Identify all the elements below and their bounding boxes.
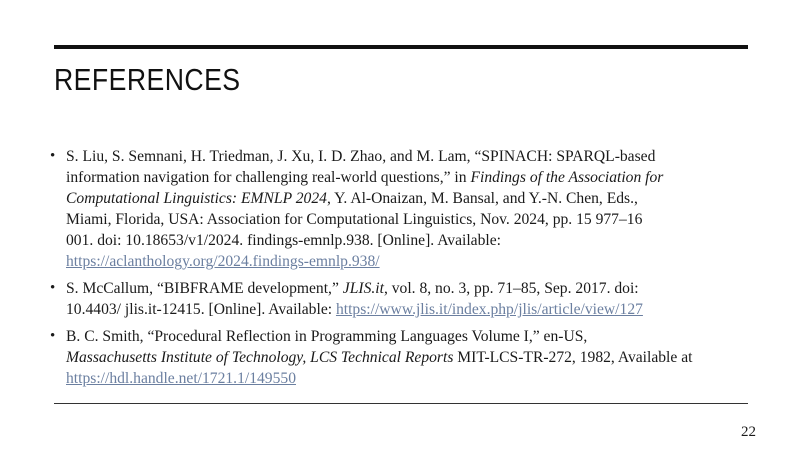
reference-list	[50, 146, 750, 395]
italic-source: Computational Linguistics: EMNLP 2024	[66, 190, 327, 207]
reference-line	[66, 167, 750, 188]
reference-line	[66, 230, 750, 251]
italic-source: Findings of the Association for	[470, 169, 664, 186]
page-number: 22	[741, 424, 756, 440]
reference-text	[66, 146, 750, 272]
reference-link[interactable]: https://aclanthology.org/2024.findings-emnlp.938/	[66, 253, 380, 270]
reference-line	[66, 188, 750, 209]
reference-segment: 10.4403/ jlis.it-12415. [Online]. Available:	[66, 301, 336, 318]
reference-segment: B. C. Smith, “Procedural Reflection in Programming Languages Volume I,” en-US,	[66, 328, 588, 345]
reference-segment: S. Liu, S. Semnani, H. Triedman, J. Xu, I. D. Zhao, and M. Lam, “SPINACH: SPARQL-based	[66, 148, 656, 165]
reference-text	[66, 278, 750, 320]
reference-line	[66, 146, 750, 167]
reference-line	[66, 299, 750, 320]
reference-segment: S. McCallum, “BIBFRAME development,”	[66, 280, 343, 297]
reference-segment: , vol. 8, no. 3, pp. 71–85, Sep. 2017. doi:	[383, 280, 639, 297]
reference-link[interactable]: https://www.jlis.it/index.php/jlis/article/view/127	[335, 301, 643, 318]
bullet-icon: •	[50, 280, 56, 296]
reference-text	[66, 326, 750, 389]
reference-line	[66, 278, 750, 299]
top-divider	[54, 45, 748, 49]
italic-source: Massachusetts Institute of Technology, LCS Technical Reports	[66, 349, 454, 366]
reference-line	[66, 209, 750, 230]
reference-item	[50, 278, 750, 320]
reference-line	[66, 347, 750, 368]
bullet-icon: •	[50, 328, 56, 344]
reference-line	[66, 326, 750, 347]
bottom-divider	[54, 403, 748, 404]
reference-segment: 001. doi: 10.18653/v1/2024. findings-emnlp.938. [Online]. Available:	[66, 232, 501, 249]
reference-link[interactable]: https://hdl.handle.net/1721.1/149550	[66, 370, 296, 387]
page-title: REFERENCES	[54, 62, 241, 97]
bullet-icon: •	[50, 148, 56, 164]
reference-item	[50, 326, 750, 389]
italic-source: JLIS.it	[342, 280, 384, 297]
reference-item	[50, 146, 750, 272]
reference-segment: , Y. Al-Onaizan, M. Bansal, and Y.-N. Chen, Eds.,	[326, 190, 638, 207]
reference-segment: Miami, Florida, USA: Association for Computational Linguistics, Nov. 2024, pp. 15 977–16	[66, 211, 643, 228]
reference-segment: MIT-LCS-TR-272, 1982, Available at	[453, 349, 693, 366]
reference-segment: information navigation for challenging real-world questions,” in	[66, 169, 471, 186]
reference-line	[66, 368, 750, 389]
reference-line	[66, 251, 750, 272]
